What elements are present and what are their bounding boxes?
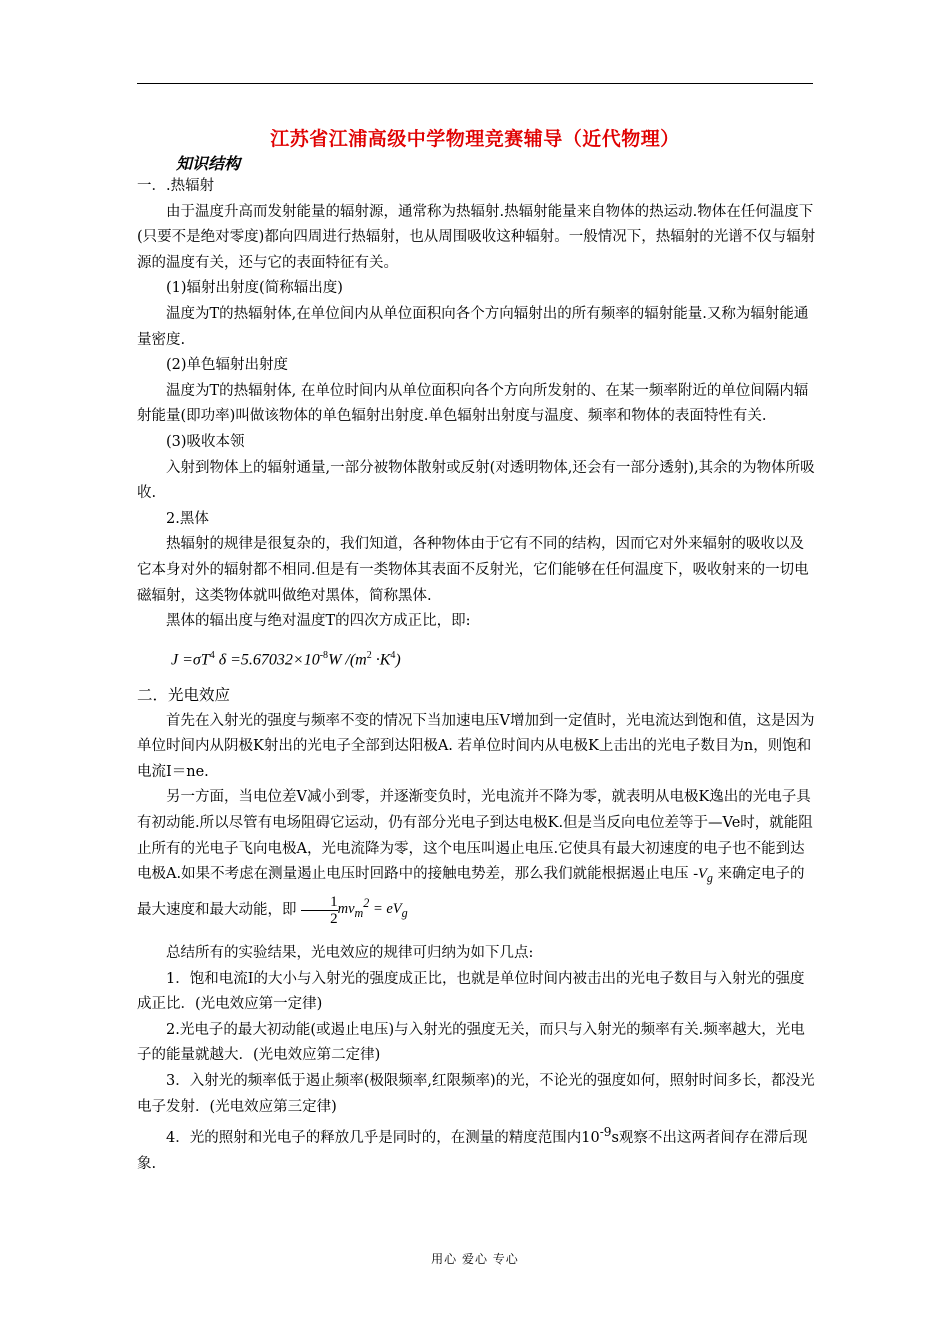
subheading: (1)辐射出射度(简称辐出度): [166, 280, 343, 297]
subheading: 2.黑体: [166, 510, 209, 527]
page-title: 江苏省江浦高级中学物理竞赛辅导（近代物理）: [270, 128, 680, 150]
paragraph: 热辐射的规律是很复杂的，我们知道，各种物体由于它有不同的结构，因而它对外来辐射的吸收以及它本身对外的辐射都不相同.但是有一类物体其表面不反射光，它们能够在任何温度下，吸收射来的一切电磁辐射，这类物体就叫做绝对黑体，简称黑体.: [137, 536, 809, 604]
header-rule: [137, 83, 813, 84]
section-heading-thermal: 一．.热辐射: [137, 178, 215, 194]
kinetic-energy-equation: $\frac{1}{2}$ $mv_m^2 = eV_g$: [301, 901, 408, 917]
paragraph: 另一方面，当电位差V减小到零，并逐渐变负时，光电流并不降为零，就表明从电极K逸出的光电子具有初动能.所以尽管有电场阻碍它运动，仍有部分光电子到达电极K.但是当反向电位差等于—Ve时，就能阻止所有的光电子飞向电极A，光电流降为零，这个电压叫遏止电压.它使具有最大初速度的电子也不能到达电极A.如果不考虑在测量遏止电压时回路中的接触电势差，那么我们就能根据遏止电压 $-V_g$ 来确定电子的最大速度和最大动能，即 $\frac{1}{2}$ $mv_m^2 = eV_g$: [137, 789, 813, 927]
list-item: 3．入射光的频率低于遏止频率(极限频率,红限频率)的光，不论光的强度如何，照射时间多长，都没光电子发射．(光电效应第三定律): [137, 1072, 815, 1115]
paragraph: 首先在入射光的强度与频率不变的情况下当加速电压V增加到一定值时，光电流达到饱和值，这是因为单位时间内从阴极K射出的光电子全部到达阳极A. 若单位时间内从电极K上击出的光电子数目为n，则饱和电流I＝ne.: [137, 712, 815, 780]
list-item: 2.光电子的最大初动能(或遏止电压)与入射光的强度无关，而只与入射光的频率有关.频率越大，光电子的能量就越大．(光电效应第二定律): [137, 1021, 805, 1064]
paragraph: 入射到物体上的辐射通量,一部分被物体散射或反射(对透明物体,还会有一部分透射),其余的为物体所吸收.: [137, 459, 815, 502]
section-heading-photoelectric: 二．光电效应: [137, 686, 231, 705]
document-body: [137, 174, 817, 1177]
page-footer: 用心 爱心 专心: [431, 1252, 519, 1266]
paragraph: 温度为T的热辐射体, 在单位时间内从单位面积向各个方向所发射的、在某一频率附近的单位间隔内辐射能量(即功率)叫做该物体的单色辐射出射度.单色辐射出射度与温度、频率和物体的表面特性有关.: [137, 382, 809, 425]
stop-voltage-symbol: $-V_g$: [693, 866, 713, 886]
paragraph: 黑体的辐出度与绝对温度T的四次方成正比，即:: [166, 613, 471, 630]
list-item: 4．光的照射和光电子的释放几乎是同时的，在测量的精度范围内$10^{-9}s$观察不出这两者间存在滞后现象.: [137, 1125, 808, 1172]
section-subtitle: 知识结构: [176, 154, 241, 173]
subheading: (2)单色辐射出射度: [166, 357, 289, 374]
list-item: 1．饱和电流I的大小与入射光的强度成正比，也就是单位时间内被击出的光电子数目与入射光的强度成正比．(光电效应第一定律): [137, 970, 805, 1013]
subheading: (3)吸收本领: [166, 433, 245, 450]
stefan-boltzmann-formula: $J =\sigma T^4$ $\delta =5.67032\times 10^{-8}W$ $/(m^2 \cdot K^4)$: [171, 649, 401, 669]
paragraph: 总结所有的实验结果，光电效应的规律可归纳为如下几点:: [166, 944, 534, 961]
paragraph: 由于温度升高而发射能量的辐射源，通常称为热辐射.热辐射能量来自物体的热运动.物体在任何温度下(只要不是绝对零度)都向四周进行热辐射，也从周围吸收这种辐射。一般情况下，热辐射的光谱不仅与辐射源的温度有关，还与它的表面特征有关。: [137, 203, 816, 271]
paragraph: 温度为T的热辐射体,在单位间内从单位面积向各个方向辐射出的所有频率的辐射能量.又称为辐射能通量密度.: [137, 305, 809, 348]
